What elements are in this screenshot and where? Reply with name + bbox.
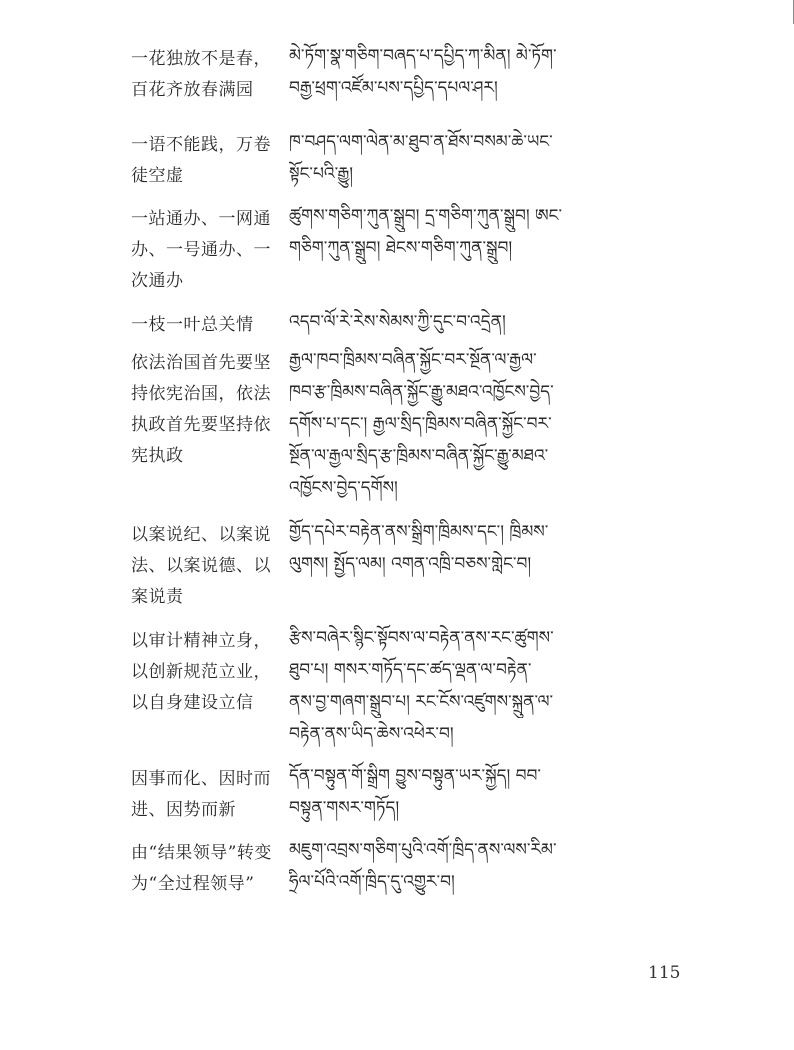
tibetan-line: ལུགས། སྤྱོད་ལམ། འགན་འཁྲི་བཅས་གླེང་བ། [289,554,532,574]
tibetan-line: ཧྲིལ་པོའི་འགོ་ཁྲིད་དུ་འགྱུར་བ། [289,872,455,892]
chinese-term [131,44,289,106]
tibetan-line: སྟོང་པའི་རྒྱུ། [289,164,354,184]
glossary-entry [131,760,691,834]
tibetan-line: སྔོན་ལ་རྒྱལ་སྲིད་རྩ་ཁྲིམས་བཞིན་སྐྱོང་རྒྱུ་མཐའ་ [289,446,549,466]
chinese-line: 由“结果领导”转变 [131,843,272,863]
chinese-line: 持依宪治国，依法 [131,384,271,404]
chinese-line: 宪执政 [131,446,184,466]
chinese-term [131,204,289,297]
tibetan-line: རྩིས་བཞེར་སྙིང་སྟོབས་ལ་བརྟེན་ནས་རང་ཚུགས་ [289,628,554,648]
tibetan-translation [289,622,689,750]
chinese-line: 徒空虚 [131,166,184,186]
tibetan-translation [289,40,689,104]
tibetan-translation [289,200,689,264]
tibetan-line: བརྟེན་ནས་ཡིད་ཆེས་འཕེར་བ། [289,724,454,744]
tibetan-line: འདབ་ལོ་རེ་རེས་སེམས་ཀྱི་དུང་བ་འདྲེན། [289,312,506,332]
glossary-entry [131,200,691,306]
chinese-line: 一语不能践，万卷 [131,135,271,155]
tibetan-translation [289,760,689,824]
chinese-line: 一枝一叶总关情 [131,315,254,335]
page-number: 115 [648,963,681,983]
tibetan-translation [289,516,689,580]
chinese-line: 一花独放不是春， [131,49,271,69]
glossary-entry [131,306,691,344]
chinese-line: 执政首先要坚持依 [131,415,271,435]
tibetan-line: ནས་བྱ་གཞག་སྒྲུབ་པ། རང་ངོས་འཛུགས་སྐྲུན་ལ་ [289,692,554,712]
tibetan-line: གཅིག་ཀུན་སྒྲུབ། ཐེངས་གཅིག་ཀུན་སྒྲུབ། [289,238,513,258]
glossary-entry [131,622,691,760]
chinese-term [131,520,289,613]
chinese-line: 一站通办、一网通 [131,209,271,229]
chinese-line: 进、因势而新 [131,800,236,820]
tibetan-line: གྱོད་དཔེར་བརྟེན་ནས་སྒྲིག་ཁྲིམས་དང་། ཁྲིམས་ [289,522,549,542]
chinese-line: 以创新规范立业， [131,662,271,682]
tibetan-translation [289,306,689,338]
glossary-entry [131,344,691,516]
tibetan-line: ཚུགས་གཅིག་ཀུན་སྒྲུབ། དྲ་གཅིག་ཀུན་སྒྲུབ། ཨང་ [289,206,563,226]
chinese-line: 次通办 [131,271,184,291]
tibetan-translation [289,344,689,504]
tibetan-line: ཐུབ་པ། གསར་གཏོད་དང་ཚད་ལྡན་ལ་བརྟེན་ [289,660,532,680]
glossary-entry [131,126,691,200]
chinese-line: 案说责 [131,587,184,607]
tibetan-line: མེ་ཏོག་སྣ་གཅིག་བཞད་པ་དཔྱིད་ཀ་མིན། མེ་ཏོག་ [289,46,557,66]
chinese-line: 依法治国首先要坚 [131,353,271,373]
chinese-line: 法、以案说德、以 [131,556,271,576]
chinese-line: 以案说纪、以案说 [131,525,271,545]
tibetan-line: བརྒྱ་ཕྲག་འཛོམ་པས་དཔྱིད་དཔལ་ཤར། [289,78,498,98]
tibetan-line: དགོས་པ་དང་། རྒྱལ་སྲིད་ཁྲིམས་བཞིན་སྐྱོང་བར་ [289,414,552,434]
chinese-line: 办、一号通办、一 [131,240,271,260]
tibetan-line: འཁྱོངས་བྱེད་དགོས། [289,478,398,498]
chinese-line: 为“全过程领导” [131,874,255,894]
glossary-entry [131,40,691,126]
glossary-list [131,40,691,908]
chinese-line: 因事而化、因时而 [131,769,271,789]
tibetan-line: ཁ་བཤད་ལག་ལེན་མ་ཐུབ་ན་ཐོས་བསམ་ཆེ་ཡང་ [289,132,553,152]
chinese-term [131,310,289,341]
tibetan-line: བསྟུན་གསར་གཏོད། [289,798,400,818]
glossary-entry [131,516,691,622]
tibetan-line: ཁབ་རྩ་ཁྲིམས་བཞིན་སྐྱོང་རྒྱུ་མཐའ་འཁྱོངས་བྱེད་ [289,382,554,402]
tibetan-line: དོན་བསྟུན་གོ་སྒྲིག བྱུས་བསྟུན་ཡར་སྐྱོད། བབ་ [289,766,541,786]
tibetan-line: རྒྱལ་ཁབ་ཁྲིམས་བཞིན་སྐྱོང་བར་སྔོན་ལ་རྒྱལ་ [289,350,537,370]
tibetan-translation [289,834,689,898]
chinese-term [131,626,289,719]
chinese-term [131,348,289,472]
chinese-term [131,838,289,900]
glossary-entry [131,834,691,908]
chinese-term [131,130,289,192]
chinese-line: 以审计精神立身， [131,631,271,651]
chinese-line: 百花齐放春满园 [131,80,254,100]
chinese-term [131,764,289,826]
tibetan-line: མཇུག་འབྲས་གཅིག་པུའི་འགོ་ཁྲིད་ནས་ལས་རིམ་ [289,840,557,860]
tibetan-translation [289,126,689,190]
chinese-line: 以自身建设立信 [131,693,254,713]
